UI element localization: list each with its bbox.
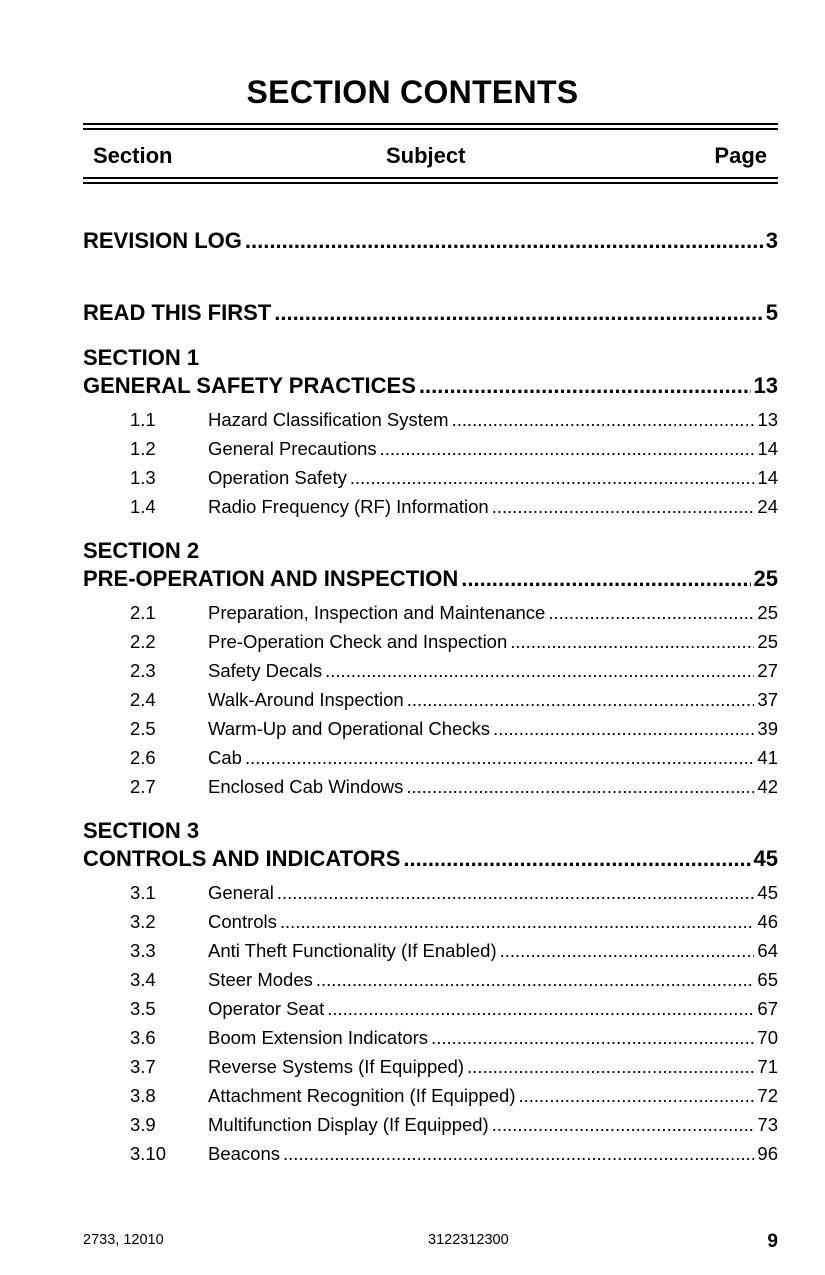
dot-leader xyxy=(325,656,754,685)
section-page: 13 xyxy=(753,373,778,398)
toc-item[interactable] xyxy=(83,772,778,801)
toc-item[interactable] xyxy=(83,936,778,965)
toc-item-number: 3.4 xyxy=(130,969,156,990)
toc-item-page: 64 xyxy=(757,940,778,961)
dot-leader xyxy=(280,907,755,936)
toc-item-text: Boom Extension Indicators xyxy=(208,1027,429,1048)
dot-leader xyxy=(419,371,751,401)
section-label: SECTION 1 xyxy=(83,345,200,370)
dot-leader xyxy=(548,598,754,627)
dot-leader xyxy=(407,685,755,714)
dot-leader xyxy=(452,405,755,434)
toc-item-text: Warm-Up and Operational Checks xyxy=(208,718,491,739)
toc-item-number: 1.3 xyxy=(130,467,156,488)
toc-item-page: 14 xyxy=(757,467,778,488)
toc-item-text: Operator Seat xyxy=(208,998,325,1019)
section-label: SECTION 2 xyxy=(83,538,200,563)
dot-leader xyxy=(380,434,755,463)
toc-item-number: 3.3 xyxy=(130,940,156,961)
section-title: CONTROLS AND INDICATORS xyxy=(83,846,401,871)
toc-item-page: 65 xyxy=(757,969,778,990)
toc-item[interactable] xyxy=(83,1052,778,1081)
toc-item[interactable] xyxy=(83,656,778,685)
toc-item-text: Preparation, Inspection and Maintenance xyxy=(208,602,546,623)
dot-leader xyxy=(327,994,754,1023)
toc-item-text: Pre-Operation Check and Inspection xyxy=(208,631,508,652)
toc-item-number: 3.6 xyxy=(130,1027,156,1048)
section-page: 45 xyxy=(753,846,778,871)
toc-item-number: 2.6 xyxy=(130,747,156,768)
header-top-rule xyxy=(83,123,778,130)
toc-item-number: 3.2 xyxy=(130,911,156,932)
toc-item-page: 96 xyxy=(757,1143,778,1164)
page-title: SECTION CONTENTS xyxy=(246,74,579,110)
toc-item-page: 41 xyxy=(757,747,778,768)
dot-leader xyxy=(245,226,763,256)
toc-item[interactable] xyxy=(83,965,778,994)
header-page-label: Page xyxy=(714,143,767,168)
toc-item-page: 71 xyxy=(757,1056,778,1077)
header-bottom-rule xyxy=(83,177,778,184)
toc-item-number: 3.10 xyxy=(130,1143,167,1164)
toc-item-page: 25 xyxy=(757,631,778,652)
toc-item-page: 42 xyxy=(757,776,778,797)
section-title: PRE-OPERATION AND INSPECTION xyxy=(83,566,459,591)
toc-item-text: Radio Frequency (RF) Information xyxy=(208,496,489,517)
toc-item-page: 70 xyxy=(757,1027,778,1048)
toc-item-page: 25 xyxy=(757,602,778,623)
dot-leader xyxy=(350,463,755,492)
toc-item-page: 46 xyxy=(757,911,778,932)
toc-entry-page: 5 xyxy=(765,300,778,325)
dot-leader xyxy=(467,1052,754,1081)
toc-item-number: 1.4 xyxy=(130,496,156,517)
toc-item[interactable] xyxy=(83,598,778,627)
section-title: GENERAL SAFETY PRACTICES xyxy=(83,373,416,398)
dot-leader xyxy=(277,878,755,907)
toc-item[interactable] xyxy=(83,434,778,463)
dot-leader xyxy=(518,1081,754,1110)
toc-item[interactable] xyxy=(83,907,778,936)
dot-leader xyxy=(493,714,754,743)
toc-item-page: 73 xyxy=(757,1114,778,1135)
toc-item[interactable] xyxy=(83,627,778,656)
toc-item-number: 2.2 xyxy=(130,631,156,652)
footer-publication-code: 2733, 12010 xyxy=(83,1232,164,1248)
header-section-label: Section xyxy=(93,143,173,168)
toc-item-number: 2.1 xyxy=(130,602,156,623)
toc-item-number: 2.5 xyxy=(130,718,156,739)
table-of-contents xyxy=(83,226,778,1168)
column-header-row xyxy=(0,143,825,171)
toc-entry-revision-log[interactable] xyxy=(83,226,778,256)
toc-item-text: Reverse Systems (If Equipped) xyxy=(208,1056,465,1077)
dot-leader xyxy=(274,298,763,328)
toc-entry-read-this-first[interactable] xyxy=(83,298,778,328)
toc-item-page: 24 xyxy=(757,496,778,517)
toc-item-number: 3.1 xyxy=(130,882,156,903)
toc-item-number: 3.8 xyxy=(130,1085,156,1106)
toc-item[interactable] xyxy=(83,492,778,521)
toc-item-text: Cab xyxy=(208,747,242,768)
toc-item-number: 3.5 xyxy=(130,998,156,1019)
toc-item[interactable] xyxy=(83,994,778,1023)
dot-leader xyxy=(316,965,755,994)
dot-leader xyxy=(510,627,754,656)
toc-item-page: 14 xyxy=(757,438,778,459)
section-label: SECTION 3 xyxy=(83,818,200,843)
toc-item-page: 27 xyxy=(757,660,778,681)
toc-section-2[interactable] xyxy=(83,564,778,594)
dot-leader xyxy=(461,564,750,594)
toc-item-text: Controls xyxy=(208,911,277,932)
toc-item-text: Operation Safety xyxy=(208,467,347,488)
toc-item[interactable] xyxy=(83,463,778,492)
toc-item[interactable] xyxy=(83,743,778,772)
dot-leader xyxy=(406,772,754,801)
toc-item-text: Walk-Around Inspection xyxy=(208,689,404,710)
toc-item[interactable] xyxy=(83,1081,778,1110)
toc-entry-page: 3 xyxy=(765,228,778,253)
toc-item-text: Safety Decals xyxy=(208,660,323,681)
dot-leader xyxy=(492,492,755,521)
toc-item-page: 13 xyxy=(757,409,778,430)
toc-item-text: Beacons xyxy=(208,1143,280,1164)
toc-item-number: 3.9 xyxy=(130,1114,156,1135)
toc-item[interactable] xyxy=(83,1110,778,1139)
toc-item-page: 72 xyxy=(757,1085,778,1106)
dot-leader xyxy=(431,1023,754,1052)
toc-item[interactable] xyxy=(83,714,778,743)
toc-item[interactable] xyxy=(83,1023,778,1052)
toc-item-page: 67 xyxy=(757,998,778,1019)
toc-item-number: 2.7 xyxy=(130,776,156,797)
dot-leader xyxy=(245,743,754,772)
toc-item[interactable] xyxy=(83,685,778,714)
toc-item-text: Attachment Recognition (If Equipped) xyxy=(208,1085,516,1106)
toc-item[interactable] xyxy=(83,405,778,434)
toc-item-text: Steer Modes xyxy=(208,969,313,990)
toc-item-text: General Precautions xyxy=(208,438,377,459)
footer-page-number: 9 xyxy=(767,1231,778,1252)
header-subject-label: Subject xyxy=(386,143,466,168)
toc-item-text: Enclosed Cab Windows xyxy=(208,776,404,797)
toc-item-page: 45 xyxy=(757,882,778,903)
dot-leader xyxy=(492,1110,755,1139)
footer-document-number: 3122312300 xyxy=(428,1232,509,1248)
dot-leader xyxy=(500,936,755,965)
toc-item-text: Multifunction Display (If Equipped) xyxy=(208,1114,489,1135)
toc-item-number: 2.4 xyxy=(130,689,156,710)
toc-item-text: Anti Theft Functionality (If Enabled) xyxy=(208,940,497,961)
toc-entry-title: READ THIS FIRST xyxy=(83,300,272,325)
toc-section-1[interactable] xyxy=(83,371,778,401)
toc-entry-title: REVISION LOG xyxy=(83,228,242,253)
toc-item-number: 1.2 xyxy=(130,438,156,459)
section-page: 25 xyxy=(753,566,778,591)
toc-item[interactable] xyxy=(83,1139,778,1168)
dot-leader xyxy=(403,844,750,874)
toc-item-number: 2.3 xyxy=(130,660,156,681)
toc-item-number: 3.7 xyxy=(130,1056,156,1077)
toc-item[interactable] xyxy=(83,878,778,907)
toc-section-3[interactable] xyxy=(83,844,778,874)
toc-item-text: General xyxy=(208,882,274,903)
dot-leader xyxy=(283,1139,754,1168)
toc-item-number: 1.1 xyxy=(130,409,156,430)
toc-item-page: 37 xyxy=(757,689,778,710)
toc-item-text: Hazard Classification System xyxy=(208,409,449,430)
toc-item-page: 39 xyxy=(757,718,778,739)
